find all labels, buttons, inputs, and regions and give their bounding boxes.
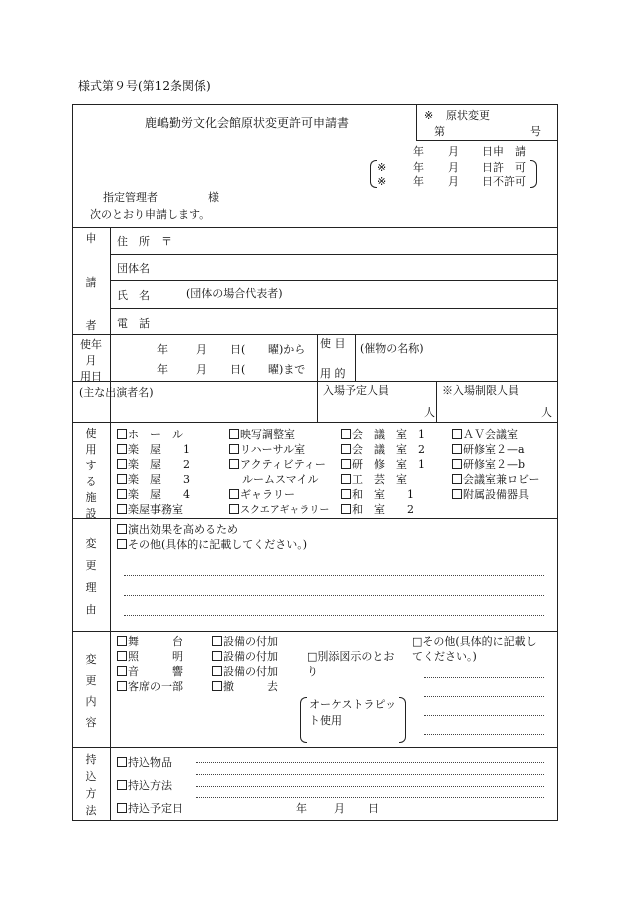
facility-meeting-lobby[interactable]: 会議室兼ロビー xyxy=(452,474,540,485)
facility-av-meeting-room[interactable]: ＡＶ会議室 xyxy=(452,429,518,440)
checkbox[interactable] xyxy=(341,444,351,454)
deny-month: 月 xyxy=(448,175,459,188)
content-attached-drawing[interactable]: □別添図示のとお xyxy=(307,650,395,663)
usage-to-month: 月 xyxy=(196,363,207,376)
checkbox[interactable] xyxy=(341,489,351,499)
office-dai: 第 xyxy=(434,125,445,138)
permit-day: 日許 可 xyxy=(482,161,526,174)
orchestra-pit-label-cont: ト使用 xyxy=(309,714,342,727)
bring-side-label: 持 込 方 法 xyxy=(85,752,97,817)
facility-projection-room[interactable]: 映写調整室 xyxy=(229,429,295,440)
document-title: 鹿嶋勤労文化会館原状変更許可申請書 xyxy=(145,116,350,130)
attendance-limit-unit: 人 xyxy=(541,406,552,419)
office-go: 号 xyxy=(530,125,541,138)
facility-training-room-2a[interactable]: 研修室２—a xyxy=(452,444,525,455)
checkbox[interactable] xyxy=(229,504,239,514)
bring-date-day: 日 xyxy=(368,802,379,815)
bring-method-line-1[interactable] xyxy=(196,786,544,787)
usage-from-day: 日( xyxy=(230,343,246,356)
checkbox[interactable] xyxy=(117,636,127,646)
bring-items-line-1[interactable] xyxy=(196,762,544,763)
checkbox[interactable] xyxy=(117,429,127,439)
checkbox[interactable] xyxy=(117,757,127,767)
content-seating[interactable]: 客席の一部 xyxy=(117,681,183,692)
bring-method-option[interactable]: 持込方法 xyxy=(117,780,172,791)
deny-mark: ※ xyxy=(377,175,387,188)
apply-month: 月 xyxy=(448,145,459,158)
usage-from-year: 年 xyxy=(157,343,168,356)
bring-date-year: 年 xyxy=(296,802,307,815)
checkbox[interactable] xyxy=(341,474,351,484)
orchestra-bracket-right xyxy=(399,697,406,743)
name-label: 氏 名 xyxy=(117,289,150,302)
attendance-limit-label: ※入場制限人員 xyxy=(442,384,519,397)
reason-line-2[interactable] xyxy=(124,595,544,596)
usage-date-side-label: 使年 月 用日 xyxy=(80,338,102,383)
checkbox[interactable] xyxy=(212,681,222,691)
content-side-label: 変 更 内 容 xyxy=(85,652,97,729)
content-sound[interactable]: 音 響 xyxy=(117,666,183,677)
facility-gallery[interactable]: ギャラリー xyxy=(229,489,295,500)
apply-year: 年 xyxy=(413,145,424,158)
checkbox[interactable] xyxy=(117,651,127,661)
deny-day: 日不許可 xyxy=(482,175,526,188)
facility-equipment[interactable]: 附属設備器具 xyxy=(452,489,529,500)
permit-bracket-left xyxy=(370,160,377,188)
event-name-label: (催物の名称) xyxy=(360,342,424,355)
facility-square-gallery[interactable]: スクエアギャラリー xyxy=(229,504,329,516)
facility-dressing-room-3[interactable]: 楽 屋 3 xyxy=(117,474,190,485)
content-stage[interactable]: 舞 台 xyxy=(117,636,183,647)
addressee-label: 指定管理者 xyxy=(103,191,158,204)
checkbox[interactable] xyxy=(229,444,239,454)
performers-label: (主な出演者名) xyxy=(79,386,154,399)
group-name-label: 団体名 xyxy=(117,262,150,275)
bring-date-option[interactable]: 持込予定日 xyxy=(117,803,183,814)
content-other-option-cont: てください。) xyxy=(412,650,477,663)
content-other-line-4[interactable] xyxy=(424,734,544,735)
reason-side-label: 変 更 理 由 xyxy=(85,537,97,616)
checkbox[interactable] xyxy=(452,429,462,439)
content-equip-add-3[interactable]: 設備の付加 xyxy=(212,666,278,677)
checkbox[interactable] xyxy=(452,444,462,454)
checkbox[interactable] xyxy=(117,504,127,514)
bring-date-month: 月 xyxy=(334,802,345,815)
checkbox[interactable] xyxy=(229,429,239,439)
facilities-side-label: 使 用 す る 施 設 xyxy=(85,427,97,520)
expected-attendance-label: 入場予定人員 xyxy=(323,384,389,397)
applicant-side-label: 申 請 者 xyxy=(85,232,97,332)
addressee-sama: 様 xyxy=(208,191,219,204)
content-other-line-3[interactable] xyxy=(424,715,544,716)
facility-japanese-room-1[interactable]: 和 室 1 xyxy=(341,489,414,500)
reason-line-3[interactable] xyxy=(124,615,544,616)
facility-activity-room-smile-cont: ルームスマイル xyxy=(242,473,319,486)
checkbox[interactable] xyxy=(452,489,462,499)
facility-activity-room-smile[interactable]: アクティビティー xyxy=(229,459,326,470)
checkbox[interactable] xyxy=(117,666,127,676)
usage-to-day: 日( xyxy=(230,363,246,376)
usage-to-year: 年 xyxy=(157,363,168,376)
permit-month: 月 xyxy=(448,161,459,174)
reason-effect-option[interactable]: 演出効果を高めるため xyxy=(117,524,238,535)
content-equip-add-1[interactable]: 設備の付加 xyxy=(212,636,278,647)
facility-craft-room[interactable]: 工 芸 室 xyxy=(341,474,407,485)
checkbox[interactable] xyxy=(117,489,127,499)
checkbox[interactable] xyxy=(341,459,351,469)
facility-dressing-room-2[interactable]: 楽 屋 2 xyxy=(117,459,190,470)
facility-training-room-2b[interactable]: 研修室２—b xyxy=(452,459,525,470)
name-note: (団体の場合代表者) xyxy=(186,287,283,300)
checkbox[interactable] xyxy=(117,444,127,454)
content-other-line-1[interactable] xyxy=(424,677,544,678)
checkbox[interactable] xyxy=(212,651,222,661)
checkbox[interactable] xyxy=(212,636,222,646)
content-equip-add-2[interactable]: 設備の付加 xyxy=(212,651,278,662)
checkbox[interactable] xyxy=(341,504,351,514)
facility-dressing-room-1[interactable]: 楽 屋 1 xyxy=(117,444,190,455)
address-label: 住 所 〒 xyxy=(117,235,172,248)
checkbox[interactable] xyxy=(452,474,462,484)
permit-bracket-right xyxy=(530,160,537,188)
purpose-label-top: 使 目 xyxy=(320,337,346,350)
request-text: 次のとおり申請します。 xyxy=(90,208,211,221)
content-other-line-2[interactable] xyxy=(424,696,544,697)
reason-line-1[interactable] xyxy=(124,575,544,576)
bring-items-line-2[interactable] xyxy=(196,774,544,775)
reason-other-option[interactable]: その他(具体的に記載してください。) xyxy=(117,539,307,550)
checkbox[interactable] xyxy=(212,666,222,676)
permit-mark: ※ xyxy=(377,161,387,174)
content-lighting[interactable]: 照 明 xyxy=(117,651,183,662)
checkbox[interactable] xyxy=(117,780,127,790)
office-label: 原状変更 xyxy=(446,109,490,122)
orchestra-bracket-left xyxy=(300,697,307,743)
facility-training-room-1[interactable]: 研 修 室 1 xyxy=(341,459,425,470)
apply-day: 日申 請 xyxy=(482,145,526,158)
facility-dressing-office[interactable]: 楽屋事務室 xyxy=(117,504,183,515)
expected-attendance-unit: 人 xyxy=(424,406,435,419)
content-removal[interactable]: 撤 去 xyxy=(212,681,278,692)
content-other-option[interactable]: □その他(具体的に記載し xyxy=(412,635,537,648)
checkbox[interactable] xyxy=(117,524,127,534)
form-number: 様式第９号(第12条関係) xyxy=(78,79,211,93)
facility-dressing-room-4[interactable]: 楽 屋 4 xyxy=(117,489,190,500)
office-mark: ※ xyxy=(424,109,434,122)
content-attached-drawing-cont: り xyxy=(307,665,318,678)
bring-method-line-2[interactable] xyxy=(196,797,544,798)
usage-from-month: 月 xyxy=(196,343,207,356)
usage-to-weekday: 曜)まで xyxy=(268,363,306,376)
checkbox[interactable] xyxy=(229,459,239,469)
checkbox[interactable] xyxy=(117,459,127,469)
checkbox[interactable] xyxy=(117,803,127,813)
purpose-label-bottom: 用 的 xyxy=(320,367,346,380)
usage-from-weekday: 曜)から xyxy=(268,343,306,356)
facility-meeting-room-1[interactable]: 会 議 室 1 xyxy=(341,429,425,440)
facility-meeting-room-2[interactable]: 会 議 室 2 xyxy=(341,444,425,455)
bring-items-option[interactable]: 持込物品 xyxy=(117,757,172,768)
checkbox[interactable] xyxy=(452,459,462,469)
facility-japanese-room-2[interactable]: 和 室 2 xyxy=(341,504,414,515)
facility-hall[interactable]: ホ ー ル xyxy=(117,429,183,440)
checkbox[interactable] xyxy=(117,681,127,691)
permit-year: 年 xyxy=(413,161,424,174)
checkbox[interactable] xyxy=(117,474,127,484)
checkbox[interactable] xyxy=(341,429,351,439)
orchestra-pit-label: オーケストラピッ xyxy=(309,698,397,711)
phone-label: 電 話 xyxy=(117,317,150,330)
deny-year: 年 xyxy=(413,175,424,188)
facility-rehearsal-room[interactable]: リハーサル室 xyxy=(229,444,305,455)
checkbox[interactable] xyxy=(229,489,239,499)
checkbox[interactable] xyxy=(117,539,127,549)
